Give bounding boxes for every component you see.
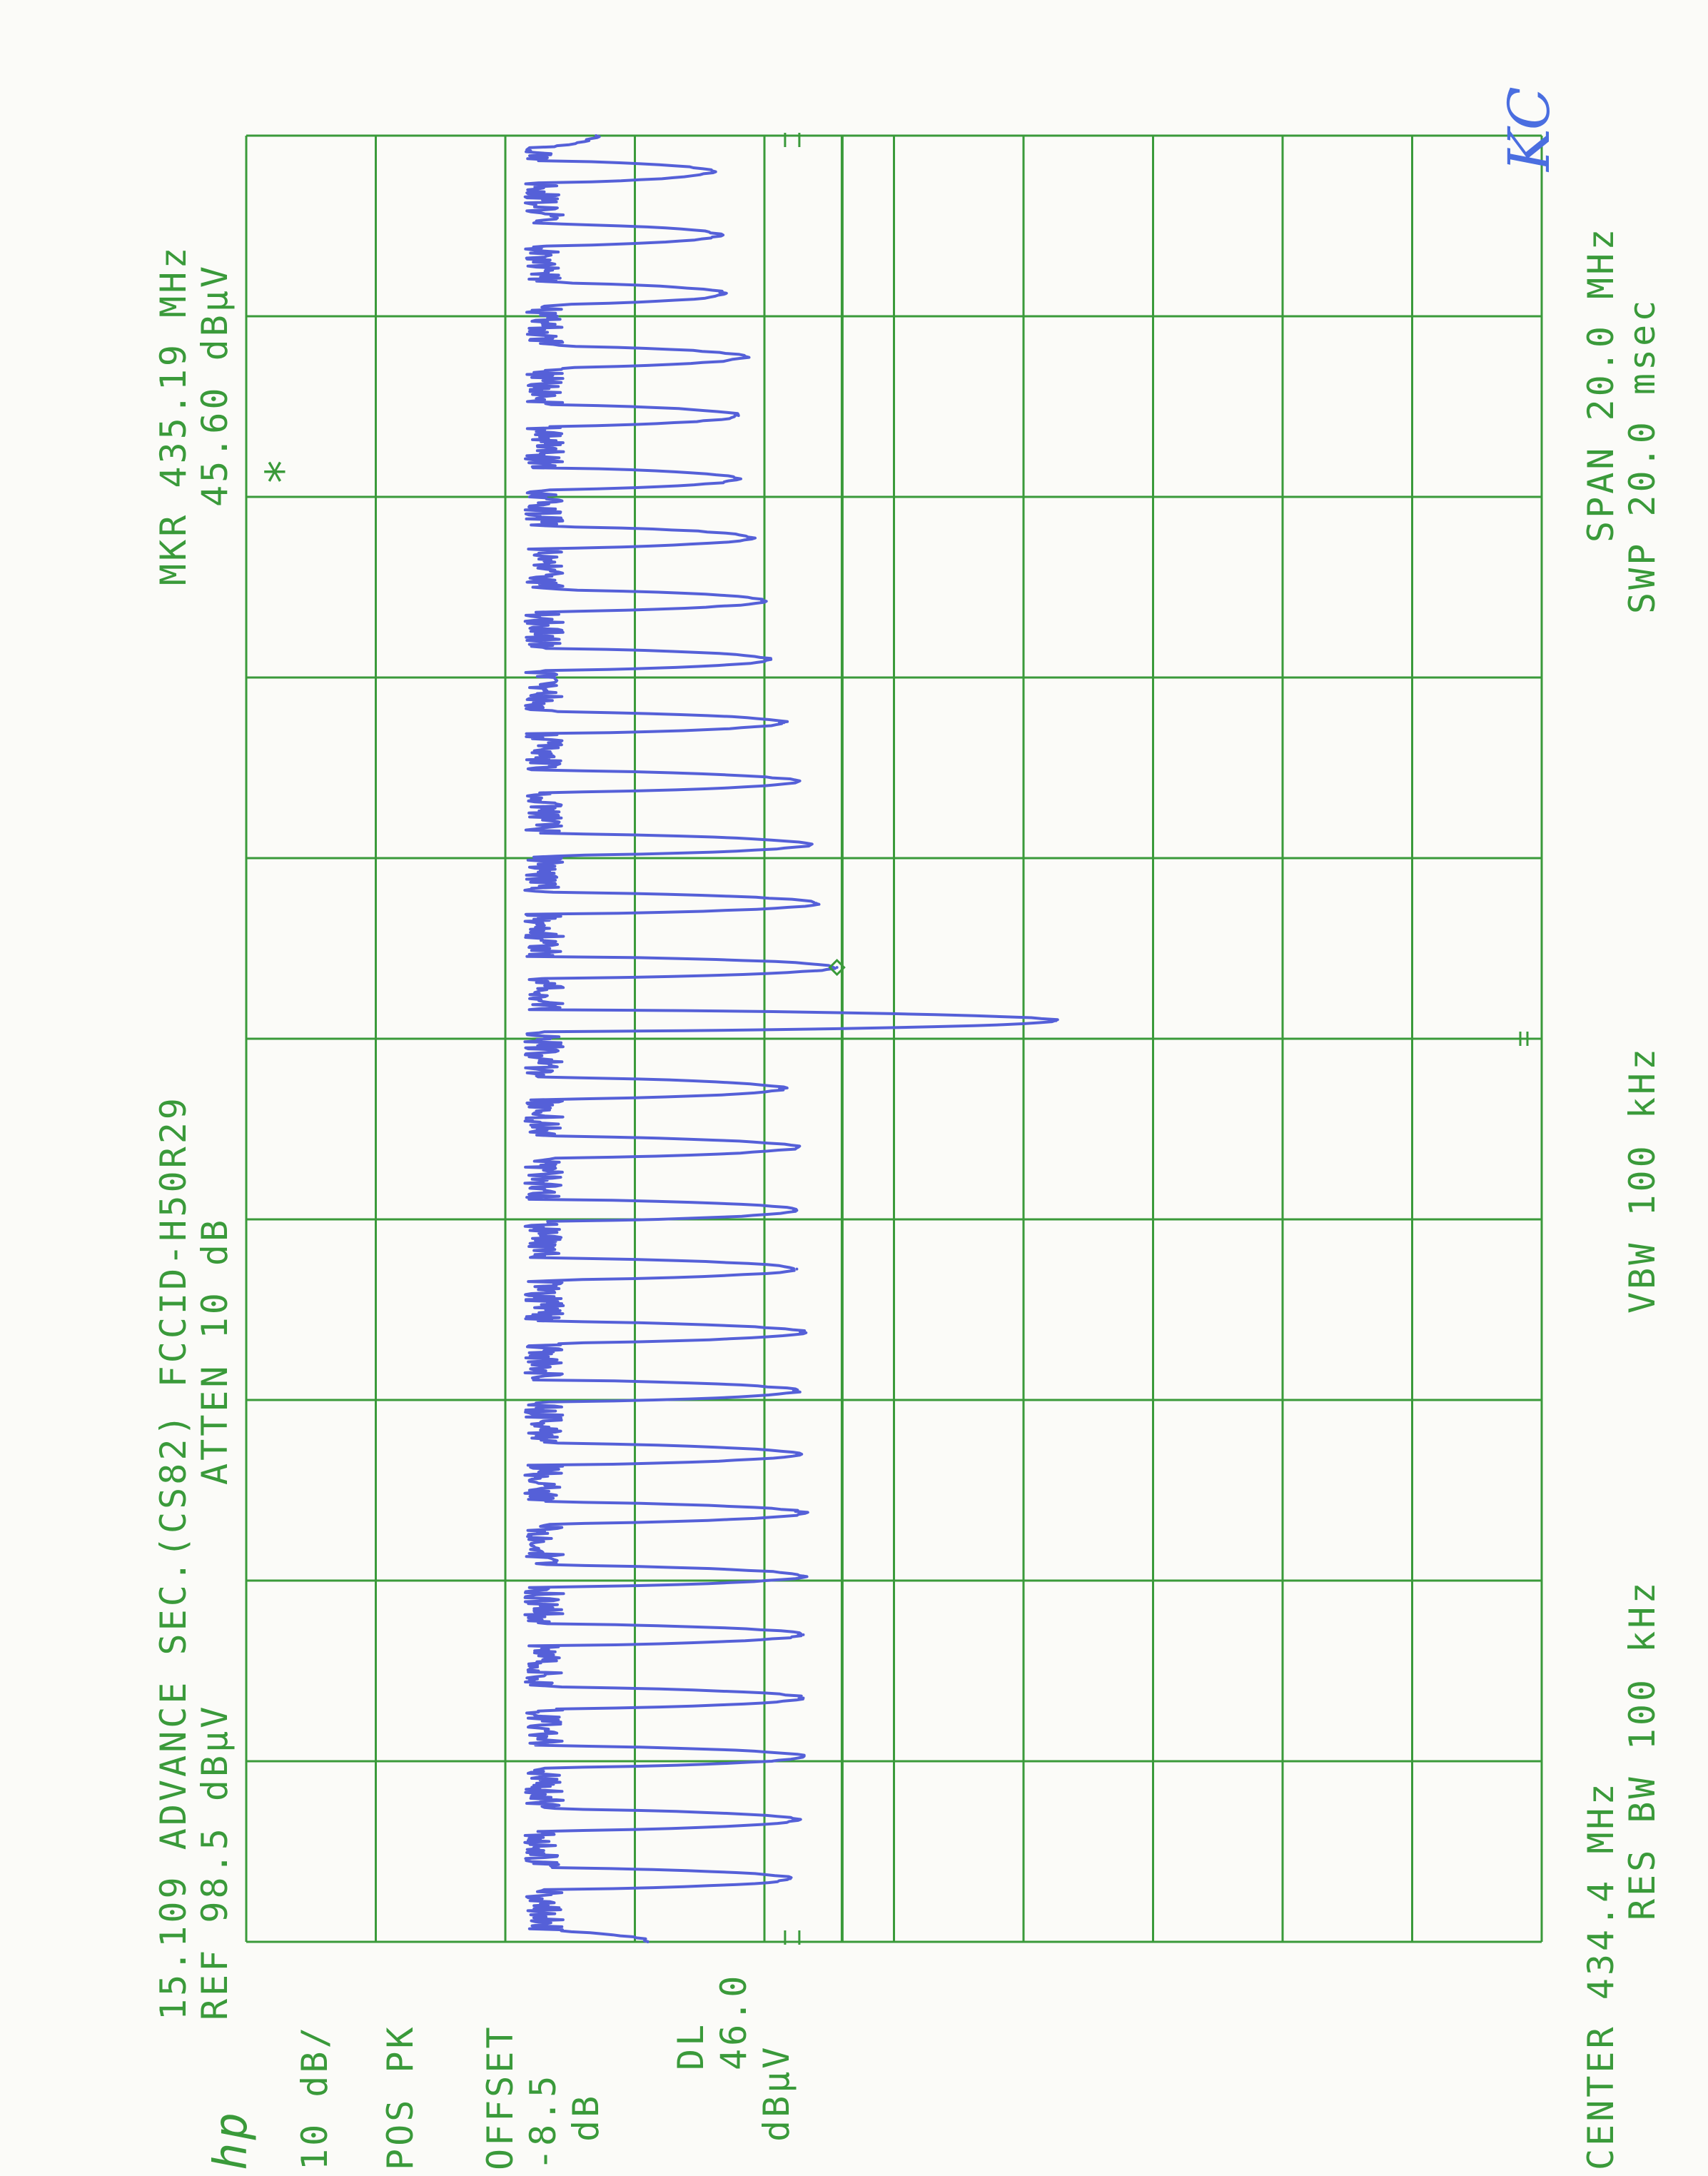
trace-peak [737, 478, 740, 480]
footer-res-bw: RES BW 100 kHz [1622, 1579, 1663, 1920]
trace-peak [782, 721, 785, 724]
trace-peak [763, 599, 766, 602]
marker-symbol: * [257, 455, 310, 485]
trace-peak [750, 536, 753, 539]
trace-peak [809, 843, 812, 846]
trace-peak [724, 292, 727, 295]
trace-peak [795, 1209, 798, 1212]
trace-peak [782, 1087, 785, 1090]
offset-label: OFFSET [480, 2024, 521, 2170]
trace-peak [836, 966, 839, 969]
trace-peak [802, 1575, 804, 1578]
footer-center: CENTER 434.4 MHz [1580, 1780, 1622, 2170]
trace-peak [769, 658, 772, 661]
trace-peak [795, 780, 798, 782]
hp-logo: hp [205, 2109, 258, 2170]
offset-value: -8.5 [522, 2072, 564, 2170]
trace-peak [744, 356, 747, 358]
handwritten-initials: KC [1496, 86, 1562, 171]
display-line-unit: dBµV [756, 2044, 797, 2142]
footer-vbw: VBW 100 kHz [1622, 1045, 1663, 1314]
footer-span: SPAN 20.0 MHz [1580, 226, 1622, 543]
display-line-value: 46.0 [713, 1973, 754, 2070]
trace-peak [802, 1633, 804, 1636]
trace-peak [795, 1818, 798, 1821]
trace-peak [737, 414, 740, 417]
trace-peak [789, 1877, 792, 1880]
marker-level: 45.60 dBµV [194, 263, 236, 507]
trace-peak [795, 1146, 798, 1149]
trace-peak [815, 902, 818, 905]
trace-peak [802, 1696, 804, 1699]
trace-peak [595, 134, 597, 137]
detector-mode: POS PK [380, 2024, 421, 2170]
trace-peak [717, 233, 720, 236]
header-title: 15.109 ADVANCE SEC.(CS82) FCCID-H50R29 [153, 1095, 194, 2020]
footer-swp: SWP 20.0 msec [1622, 297, 1663, 614]
offset-unit: dB [565, 2092, 607, 2142]
trace-peak [1054, 1019, 1057, 1022]
trace-peak [795, 1268, 798, 1271]
trace-peak [802, 1511, 804, 1514]
header-atten: ATTEN 10 dB [194, 1217, 236, 1485]
trace-peak [802, 1756, 804, 1758]
plot-grid [246, 133, 1542, 1945]
trace-peak [795, 1389, 798, 1392]
trace-peak [802, 1331, 804, 1334]
display-line-label: DL [670, 2021, 712, 2070]
trace-peak [711, 171, 714, 173]
trace-peak [647, 1940, 650, 1943]
trace-peak [795, 1453, 798, 1456]
marker-frequency: MKR 435.19 MHz [153, 244, 194, 585]
scale-per-div: 10 dB/ [294, 2024, 335, 2170]
header-ref: REF 98.5 dBµV [194, 1703, 236, 2020]
